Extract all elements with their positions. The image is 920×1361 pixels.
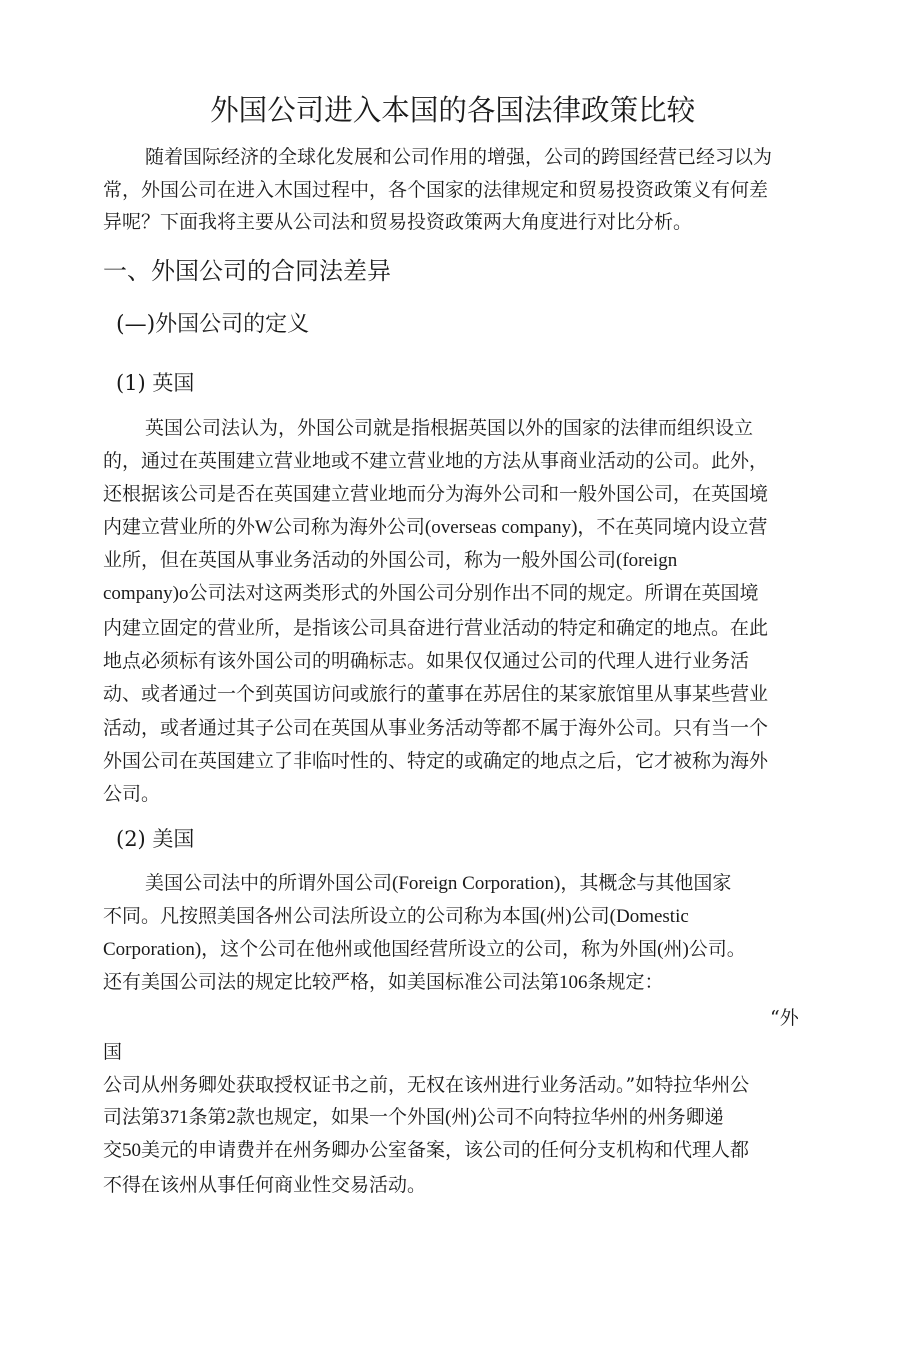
uk-paragraph-line: company)o公司法对这两类形式的外国公司分别作出不同的规定。所谓在英国境 <box>103 583 759 604</box>
intro-line: 异呢？下面我将主要从公司法和贸易投资政策两大角度进行对比分析。 <box>103 211 693 233</box>
document-title: 外国公司进入本国的各国法律政策比较 <box>210 93 696 127</box>
us-paragraph-line: 交50美元的申请费并在州务卿办公室备案，该公司的任何分支机构和代理人都 <box>103 1140 750 1161</box>
uk-paragraph-line: 还根据该公司是否在英国建立营业地而分为海外公司和一般外国公司，在英国境 <box>103 483 769 505</box>
us-paragraph-line: 国 <box>103 1041 123 1063</box>
us-heading: (2) 美国 <box>116 827 195 851</box>
uk-paragraph-line: 内建立营业所的外W公司称为海外公司(overseas company)，不在英同境内设立营 <box>103 517 768 538</box>
us-paragraph-line: Corporation)，这个公司在他州或他国经营所设立的公司，称为外国(州)公司。 <box>103 939 746 960</box>
uk-paragraph-line: 英国公司法认为，外国公司就是指根据英国以外的国家的法律而组织设立 <box>145 417 754 439</box>
us-paragraph-line: 不同。凡按照美国各州公司法所设立的公司称为本国(州)公司(Domestic <box>103 906 689 927</box>
intro-line: 随着国际经济的全球化发展和公司作用的增强，公司的跨国经营已经习以为 <box>145 146 773 168</box>
uk-paragraph-line: 公司。 <box>103 783 161 805</box>
uk-paragraph-line: 动、或者通过一个到英国访问或旅行的董事在苏居住的某家旅馆里从事某些营业 <box>103 683 769 705</box>
us-paragraph-line: 还有美国公司法的规定比较严格，如美国标准公司法第106条规定： <box>103 972 664 993</box>
uk-paragraph-line: 外国公司在英国建立了非临吋性的、特定的或确定的地点之后，它才被称为海外 <box>103 750 769 772</box>
uk-paragraph-line: 内建立固定的营业所，是指该公司具奋进行营业活动的特定和确定的地点。在此 <box>103 617 769 639</box>
uk-heading: (1) 英国 <box>116 371 195 395</box>
us-paragraph-line: 美国公司法中的所谓外国公司(Foreign Corporation)，其概念与其他国家 <box>145 873 732 894</box>
uk-paragraph-line: 的，通过在英围建立营业地或不建立营业地的方法从事商业活动的公司。此外， <box>103 450 769 472</box>
us-paragraph-line: “外 <box>770 1007 799 1029</box>
subsection-heading: (—)外国公司的定义 <box>116 312 310 337</box>
us-paragraph-line: 司法第371条第2款也规定，如果一个外国(州)公司不向特拉华州的州务卿递 <box>103 1107 724 1128</box>
uk-paragraph-line: 活动，或者通过其子公司在英国从事业务活动等都不属于海外公司。只有当一个 <box>103 717 769 739</box>
uk-paragraph-line: 地点必须标有该外国公司的明确标志。如果仅仅通过公司的代理人进行业务活 <box>103 650 750 672</box>
uk-paragraph-line: 业所，但在英国从事业务活动的外国公司，称为一般外国公司(foreign <box>103 550 678 571</box>
intro-line: 常，外国公司在进入木国过程中，各个国家的法律规定和贸易投资政策义有何差 <box>103 179 769 201</box>
us-paragraph-line: 不得在该州从事任何商业性交易活动。 <box>103 1174 427 1196</box>
us-paragraph-line: 公司从州务卿处获取授权证书之前，无权在该州进行业务活动。”如特拉华州公 <box>103 1074 750 1096</box>
section-heading: 一、外国公司的合同法差异 <box>103 257 391 285</box>
